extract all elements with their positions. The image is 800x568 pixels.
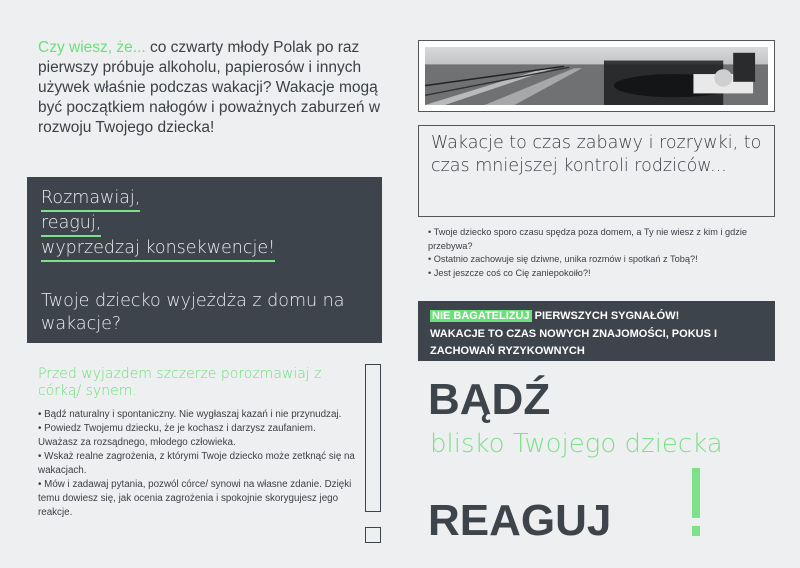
prep-section	[38, 366, 358, 520]
signals-box	[418, 301, 775, 361]
talk-line-2: reaguj,	[41, 212, 101, 237]
warning-list	[428, 226, 778, 280]
exclamation-icon	[690, 468, 702, 540]
list-item: • Ostatnio zachowuje się dziwne, unika rozmów i spotkań z Tobą?!	[428, 254, 698, 264]
signals-line1: PIERWSZYCH SYGNAŁÓW!	[531, 310, 680, 322]
headline-text: Wakacje to czas zabawy i rozrywki, to czas mniejszej kontroli rodziców...	[431, 133, 762, 176]
headline-frame	[418, 125, 775, 217]
slogan-reaguj: REAGUJ	[428, 496, 612, 545]
exclamation-dot-outline	[365, 527, 381, 543]
intro-text: co czwarty młody Polak po raz pierwszy próbuje alkoholu, papierosów i innych używek właśnie podczas wakacji? Wakacje mogą być początkiem nałogów i poważnych zaburzeń w rozwoju Twojego dziecka!	[38, 39, 381, 136]
list-item: • Mów i zadawaj pytania, pozwól córce/ synowi na własne zdanie. Dzięki temu dowiesz się, jak ocenia zagrożenia i spokojnie skorygujesz jego reakcje.	[38, 479, 352, 518]
teen-on-tracks-photo	[418, 40, 775, 112]
signals-line2: WAKACJE TO CZAS NOWYCH ZNAJOMOŚCI, POKUS I ZACHOWAŃ RYZYKOWNYCH	[430, 327, 718, 357]
intro-highlight: Czy wiesz, że...	[38, 39, 146, 56]
exclamation-bar-outline	[365, 364, 381, 512]
intro-paragraph	[38, 38, 383, 138]
list-item: • Jest jeszcze coś co Cię zaniepokoiło?!	[428, 267, 591, 278]
signals-highlight: NIE BAGATELIZUJ	[432, 310, 530, 322]
list-item: • Wskaż realne zagrożenia, z którymi Twoje dziecko może zetknąć się na wakacjach.	[38, 451, 355, 476]
prep-list	[38, 408, 358, 520]
talk-question: Twoje dziecko wyjeżdża z domu na wakacje?	[41, 291, 345, 334]
talk-box	[27, 177, 382, 343]
slogan-blisko: blisko Twojego dziecka	[430, 429, 723, 459]
list-item: • Bądź naturalny i spontaniczny. Nie wygłaszaj kazań i nie przynudzaj.	[38, 409, 342, 420]
list-item: • Twoje dziecko sporo czasu spędza poza domem, a Ty nie wiesz z kim i gdzie przebywa?	[428, 227, 747, 251]
list-item: • Powiedz Twojemu dziecku, że je kochasz i darzysz zaufaniem. Uważasz za rozsądnego, młodego człowieka.	[38, 423, 316, 448]
photo-image	[425, 47, 768, 105]
talk-line-1: Rozmawiaj,	[41, 187, 140, 212]
slogan-badz: BĄDŹ	[428, 375, 551, 424]
talk-line-3: wyprzedzaj konsekwencje!	[41, 237, 275, 262]
prep-heading: Przed wyjazdem szczerze porozmawiaj z córką/ synem.	[38, 366, 322, 399]
